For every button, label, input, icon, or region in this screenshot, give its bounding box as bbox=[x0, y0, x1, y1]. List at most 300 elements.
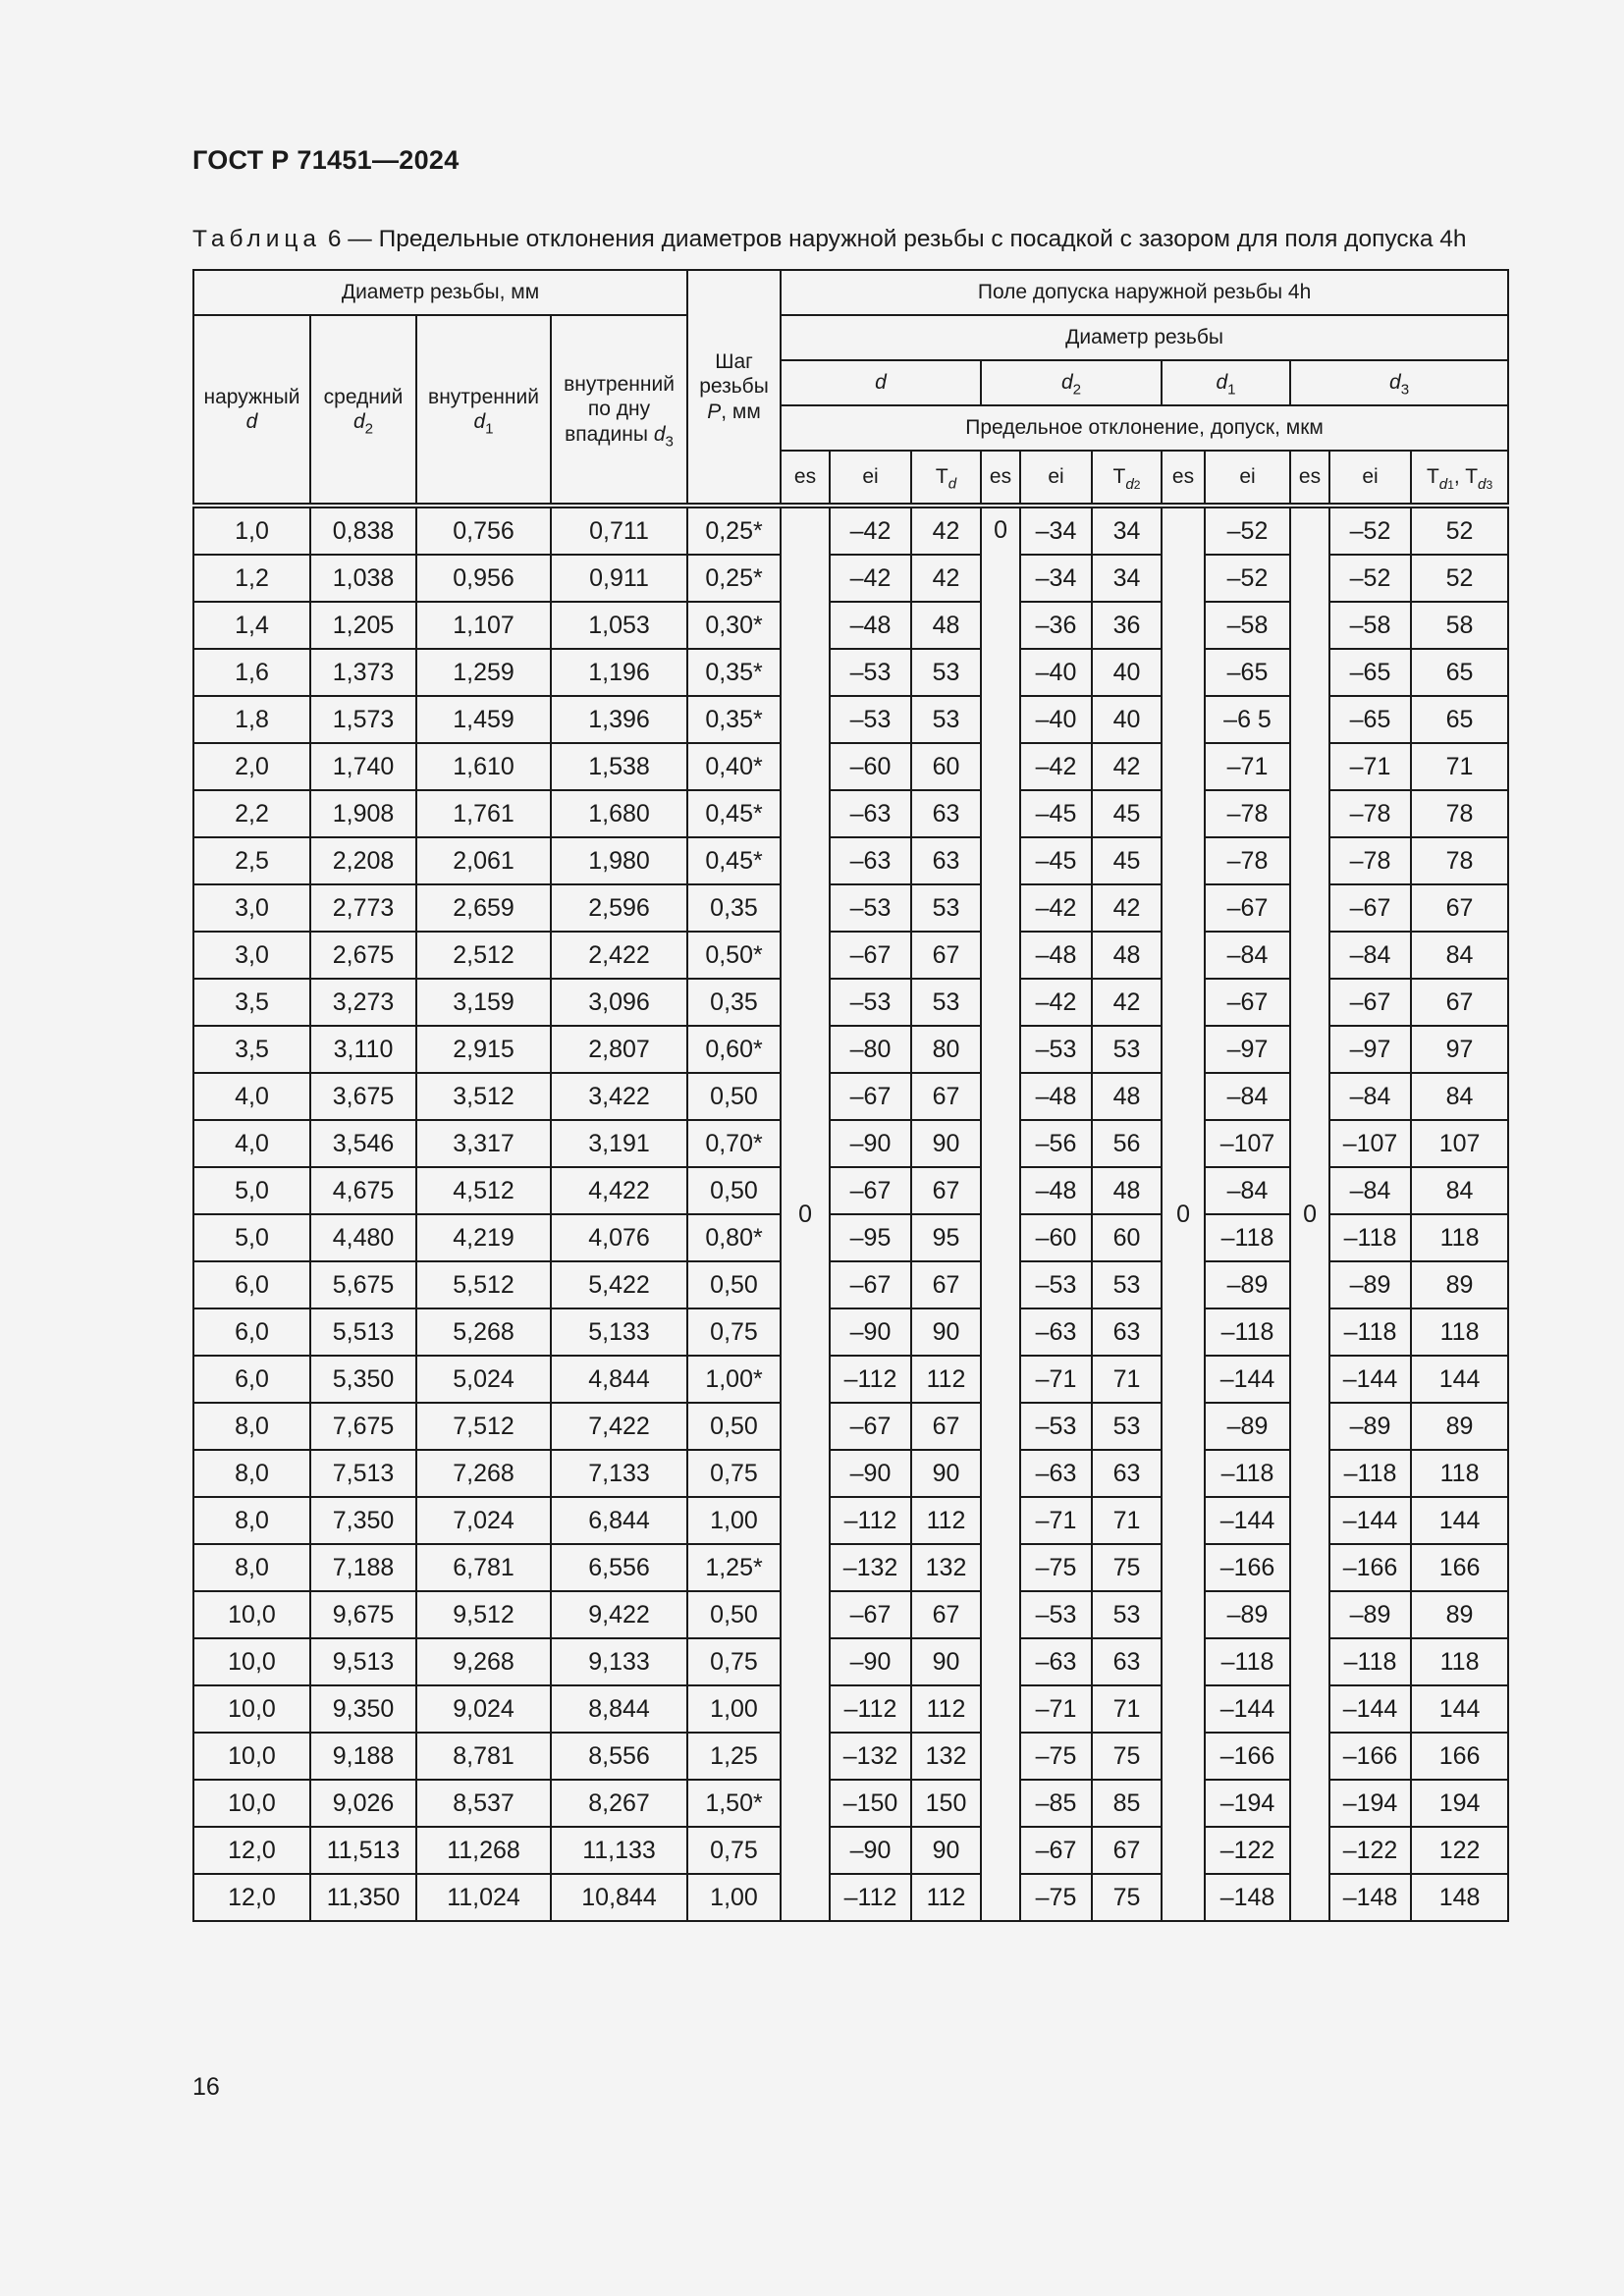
cell-t-d1-d3: 78 bbox=[1411, 790, 1508, 837]
header-group-d2 bbox=[981, 360, 1162, 405]
cell-t-d: 60 bbox=[911, 743, 981, 790]
cell-outer: 3,5 bbox=[193, 979, 310, 1026]
cell-inner: 7,268 bbox=[416, 1450, 551, 1497]
cell-outer: 12,0 bbox=[193, 1827, 310, 1874]
header-deviation: Предельное отклонение, допуск, мкм bbox=[781, 405, 1508, 451]
cell-ei-d2: –67 bbox=[1020, 1827, 1092, 1874]
page-number: 16 bbox=[192, 2073, 220, 2101]
t-sep: , bbox=[1453, 465, 1466, 489]
cell-t-d2: 53 bbox=[1092, 1591, 1162, 1638]
cell-root: 2,422 bbox=[551, 932, 687, 979]
cell-ei-d3: –78 bbox=[1329, 837, 1411, 884]
cell-outer: 1,0 bbox=[193, 506, 310, 555]
cell-ei-d3: –144 bbox=[1329, 1685, 1411, 1733]
cell-t-d2: 75 bbox=[1092, 1544, 1162, 1591]
cell-pitch: 1,00 bbox=[687, 1685, 781, 1733]
cell-ei-d1: –118 bbox=[1205, 1308, 1290, 1356]
cell-middle: 5,350 bbox=[310, 1356, 416, 1403]
cell-t-d2: 48 bbox=[1092, 1073, 1162, 1120]
cell-outer: 3,5 bbox=[193, 1026, 310, 1073]
cell-inner: 7,512 bbox=[416, 1403, 551, 1450]
cell-root: 0,711 bbox=[551, 506, 687, 555]
cell-t-d2: 48 bbox=[1092, 1167, 1162, 1214]
root-sub: 3 bbox=[665, 432, 674, 450]
root-label: внутренний по дну впадины bbox=[564, 373, 675, 446]
cell-inner: 0,756 bbox=[416, 506, 551, 555]
cell-t-d1-d3: 107 bbox=[1411, 1120, 1508, 1167]
header-pitch bbox=[687, 270, 781, 506]
cell-t-d1-d3: 65 bbox=[1411, 696, 1508, 743]
cell-t-d2: 71 bbox=[1092, 1685, 1162, 1733]
cell-pitch: 0,60* bbox=[687, 1026, 781, 1073]
cell-inner: 1,761 bbox=[416, 790, 551, 837]
cell-ei-d2: –71 bbox=[1020, 1497, 1092, 1544]
cell-middle: 9,513 bbox=[310, 1638, 416, 1685]
cell-inner: 1,107 bbox=[416, 602, 551, 649]
cell-ei-d: –112 bbox=[830, 1356, 911, 1403]
cell-t-d1-d3: 118 bbox=[1411, 1638, 1508, 1685]
cell-ei-d: –112 bbox=[830, 1497, 911, 1544]
cell-ei-d1: –148 bbox=[1205, 1874, 1290, 1921]
cell-pitch: 0,75 bbox=[687, 1638, 781, 1685]
cell-ei-d2: –53 bbox=[1020, 1403, 1092, 1450]
cell-inner: 4,512 bbox=[416, 1167, 551, 1214]
cell-t-d: 132 bbox=[911, 1544, 981, 1591]
cell-ei-d1: –67 bbox=[1205, 884, 1290, 932]
cell-ei-d3: –84 bbox=[1329, 932, 1411, 979]
cell-t-d: 48 bbox=[911, 602, 981, 649]
cell-middle: 4,480 bbox=[310, 1214, 416, 1261]
cell-inner: 5,024 bbox=[416, 1356, 551, 1403]
cell-ei-d1: –89 bbox=[1205, 1261, 1290, 1308]
cell-t-d1-d3: 118 bbox=[1411, 1450, 1508, 1497]
cell-middle: 3,110 bbox=[310, 1026, 416, 1073]
cell-ei-d: –80 bbox=[830, 1026, 911, 1073]
cell-root: 10,844 bbox=[551, 1874, 687, 1921]
cell-middle: 1,740 bbox=[310, 743, 416, 790]
cell-ei-d2: –63 bbox=[1020, 1638, 1092, 1685]
cell-pitch: 1,25* bbox=[687, 1544, 781, 1591]
header-t-d bbox=[911, 451, 981, 506]
cell-outer: 12,0 bbox=[193, 1874, 310, 1921]
cell-ei-d3: –166 bbox=[1329, 1733, 1411, 1780]
cell-inner: 11,024 bbox=[416, 1874, 551, 1921]
cell-ei-d2: –63 bbox=[1020, 1450, 1092, 1497]
cell-t-d: 90 bbox=[911, 1450, 981, 1497]
cell-t-d2: 75 bbox=[1092, 1733, 1162, 1780]
cell-t-d: 112 bbox=[911, 1685, 981, 1733]
cell-pitch: 0,50 bbox=[687, 1261, 781, 1308]
cell-t-d: 67 bbox=[911, 932, 981, 979]
cell-t-d1-d3: 84 bbox=[1411, 1073, 1508, 1120]
header-t-d1-d3 bbox=[1411, 451, 1508, 506]
cell-ei-d2: –71 bbox=[1020, 1685, 1092, 1733]
cell-inner: 8,537 bbox=[416, 1780, 551, 1827]
cell-pitch: 1,00* bbox=[687, 1356, 781, 1403]
cell-inner: 5,268 bbox=[416, 1308, 551, 1356]
cell-inner: 3,512 bbox=[416, 1073, 551, 1120]
cell-inner: 0,956 bbox=[416, 555, 551, 602]
cell-t-d2: 53 bbox=[1092, 1261, 1162, 1308]
cell-outer: 8,0 bbox=[193, 1450, 310, 1497]
cell-ei-d2: –48 bbox=[1020, 1073, 1092, 1120]
caption-prefix: Таблица bbox=[192, 226, 322, 252]
cell-t-d1-d3: 144 bbox=[1411, 1356, 1508, 1403]
group-d-symbol: d bbox=[875, 371, 887, 395]
cell-pitch: 0,50 bbox=[687, 1167, 781, 1214]
cell-outer: 10,0 bbox=[193, 1733, 310, 1780]
cell-inner: 2,659 bbox=[416, 884, 551, 932]
cell-t-d: 63 bbox=[911, 837, 981, 884]
cell-t-d1-d3: 194 bbox=[1411, 1780, 1508, 1827]
cell-ei-d: –90 bbox=[830, 1638, 911, 1685]
cell-root: 1,538 bbox=[551, 743, 687, 790]
cell-pitch: 0,40* bbox=[687, 743, 781, 790]
cell-ei-d: –132 bbox=[830, 1544, 911, 1591]
cell-ei-d: –42 bbox=[830, 555, 911, 602]
caption-text: 6 — Предельные отклонения диаметров наружной резьбы с посадкой с зазором для поля допуска 4h bbox=[321, 226, 1467, 252]
cell-ei-d2: –48 bbox=[1020, 1167, 1092, 1214]
cell-ei-d: –60 bbox=[830, 743, 911, 790]
cell-t-d: 112 bbox=[911, 1356, 981, 1403]
cell-middle: 9,350 bbox=[310, 1685, 416, 1733]
table-body bbox=[193, 506, 1508, 1921]
header-group-d bbox=[781, 360, 981, 405]
cell-t-d1-d3: 166 bbox=[1411, 1544, 1508, 1591]
header-t-d2 bbox=[1092, 451, 1162, 506]
cell-middle: 2,773 bbox=[310, 884, 416, 932]
cell-pitch: 1,50* bbox=[687, 1780, 781, 1827]
t-d1-subn: 1 bbox=[1447, 477, 1454, 492]
cell-outer: 10,0 bbox=[193, 1591, 310, 1638]
cell-t-d1-d3: 78 bbox=[1411, 837, 1508, 884]
cell-ei-d1: –89 bbox=[1205, 1403, 1290, 1450]
t-d2-letter: T bbox=[1112, 465, 1126, 489]
cell-middle: 4,675 bbox=[310, 1167, 416, 1214]
cell-middle: 2,675 bbox=[310, 932, 416, 979]
cell-t-d1-d3: 89 bbox=[1411, 1261, 1508, 1308]
cell-t-d: 132 bbox=[911, 1733, 981, 1780]
cell-root: 7,133 bbox=[551, 1450, 687, 1497]
cell-middle: 3,546 bbox=[310, 1120, 416, 1167]
outer-symbol: d bbox=[245, 410, 258, 433]
cell-middle: 1,038 bbox=[310, 555, 416, 602]
cell-t-d: 112 bbox=[911, 1497, 981, 1544]
cell-ei-d3: –67 bbox=[1329, 884, 1411, 932]
cell-pitch: 0,35* bbox=[687, 696, 781, 743]
cell-ei-d1: –144 bbox=[1205, 1356, 1290, 1403]
cell-inner: 11,268 bbox=[416, 1827, 551, 1874]
cell-inner: 8,781 bbox=[416, 1733, 551, 1780]
cell-outer: 5,0 bbox=[193, 1214, 310, 1261]
cell-ei-d2: –42 bbox=[1020, 884, 1092, 932]
cell-t-d1-d3: 118 bbox=[1411, 1308, 1508, 1356]
cell-ei-d1: –6 5 bbox=[1205, 696, 1290, 743]
cell-ei-d3: –118 bbox=[1329, 1638, 1411, 1685]
cell-pitch: 0,45* bbox=[687, 837, 781, 884]
cell-t-d2: 63 bbox=[1092, 1450, 1162, 1497]
cell-middle: 1,205 bbox=[310, 602, 416, 649]
cell-t-d: 67 bbox=[911, 1167, 981, 1214]
cell-ei-d1: –107 bbox=[1205, 1120, 1290, 1167]
cell-t-d1-d3: 52 bbox=[1411, 506, 1508, 555]
cell-t-d: 63 bbox=[911, 790, 981, 837]
group-d2-sub: 2 bbox=[1072, 381, 1082, 399]
cell-outer: 6,0 bbox=[193, 1261, 310, 1308]
cell-ei-d2: –40 bbox=[1020, 696, 1092, 743]
cell-ei-d: –90 bbox=[830, 1450, 911, 1497]
cell-t-d: 67 bbox=[911, 1073, 981, 1120]
cell-outer: 10,0 bbox=[193, 1638, 310, 1685]
cell-ei-d2: –56 bbox=[1020, 1120, 1092, 1167]
cell-ei-d: –53 bbox=[830, 696, 911, 743]
cell-inner: 3,317 bbox=[416, 1120, 551, 1167]
cell-ei-d2: –53 bbox=[1020, 1261, 1092, 1308]
table-row bbox=[193, 506, 1508, 555]
t-d2-sub: d bbox=[1125, 475, 1134, 493]
cell-ei-d: –53 bbox=[830, 649, 911, 696]
cell-es-d: 0 bbox=[781, 506, 830, 1921]
cell-t-d2: 42 bbox=[1092, 884, 1162, 932]
cell-outer: 4,0 bbox=[193, 1120, 310, 1167]
cell-outer: 10,0 bbox=[193, 1780, 310, 1827]
cell-ei-d3: –89 bbox=[1329, 1591, 1411, 1638]
cell-t-d: 67 bbox=[911, 1403, 981, 1450]
t-d-sub: d bbox=[947, 475, 957, 493]
cell-t-d1-d3: 144 bbox=[1411, 1685, 1508, 1733]
cell-ei-d: –90 bbox=[830, 1308, 911, 1356]
group-d1-symbol: d bbox=[1216, 371, 1228, 395]
cell-outer: 8,0 bbox=[193, 1403, 310, 1450]
cell-middle: 7,675 bbox=[310, 1403, 416, 1450]
cell-ei-d: –132 bbox=[830, 1733, 911, 1780]
cell-t-d2: 42 bbox=[1092, 743, 1162, 790]
group-d3-sub: 3 bbox=[1400, 381, 1410, 399]
t-d3-sub: d bbox=[1478, 475, 1487, 493]
cell-ei-d1: –97 bbox=[1205, 1026, 1290, 1073]
cell-ei-d: –150 bbox=[830, 1780, 911, 1827]
cell-outer: 8,0 bbox=[193, 1544, 310, 1591]
cell-ei-d: –53 bbox=[830, 979, 911, 1026]
cell-ei-d3: –118 bbox=[1329, 1214, 1411, 1261]
cell-t-d1-d3: 89 bbox=[1411, 1591, 1508, 1638]
cell-t-d1-d3: 166 bbox=[1411, 1733, 1508, 1780]
t-d3-letter: T bbox=[1465, 465, 1479, 489]
cell-ei-d: –67 bbox=[830, 1403, 911, 1450]
cell-ei-d3: –144 bbox=[1329, 1356, 1411, 1403]
cell-t-d1-d3: 144 bbox=[1411, 1497, 1508, 1544]
cell-pitch: 0,50 bbox=[687, 1591, 781, 1638]
cell-t-d: 53 bbox=[911, 979, 981, 1026]
cell-root: 1,980 bbox=[551, 837, 687, 884]
cell-pitch: 0,35 bbox=[687, 979, 781, 1026]
header-outer bbox=[193, 315, 310, 506]
cell-inner: 1,259 bbox=[416, 649, 551, 696]
cell-outer: 1,4 bbox=[193, 602, 310, 649]
cell-t-d2: 40 bbox=[1092, 696, 1162, 743]
cell-ei-d1: –78 bbox=[1205, 837, 1290, 884]
cell-ei-d1: –84 bbox=[1205, 1167, 1290, 1214]
cell-ei-d3: –107 bbox=[1329, 1120, 1411, 1167]
cell-ei-d: –63 bbox=[830, 790, 911, 837]
cell-t-d2: 53 bbox=[1092, 1403, 1162, 1450]
t-d2-subsub: 2 bbox=[1133, 477, 1141, 492]
cell-t-d1-d3: 84 bbox=[1411, 1167, 1508, 1214]
header-ei-d: ei bbox=[830, 451, 911, 506]
cell-ei-d3: –97 bbox=[1329, 1026, 1411, 1073]
cell-root: 7,422 bbox=[551, 1403, 687, 1450]
cell-pitch: 0,75 bbox=[687, 1450, 781, 1497]
group-d1-sub: 1 bbox=[1227, 381, 1236, 399]
cell-es-d2: 0 bbox=[981, 506, 1020, 1921]
cell-pitch: 0,25* bbox=[687, 506, 781, 555]
inner-symbol: d bbox=[473, 410, 486, 433]
table-header bbox=[193, 270, 1508, 506]
cell-ei-d2: –36 bbox=[1020, 602, 1092, 649]
cell-ei-d2: –45 bbox=[1020, 837, 1092, 884]
cell-root: 3,422 bbox=[551, 1073, 687, 1120]
cell-ei-d3: –118 bbox=[1329, 1308, 1411, 1356]
cell-root: 8,267 bbox=[551, 1780, 687, 1827]
cell-inner: 6,781 bbox=[416, 1544, 551, 1591]
t-d-letter: T bbox=[935, 465, 948, 489]
cell-root: 3,096 bbox=[551, 979, 687, 1026]
cell-t-d1-d3: 97 bbox=[1411, 1026, 1508, 1073]
inner-label: внутренний bbox=[428, 385, 539, 408]
cell-ei-d3: –52 bbox=[1329, 555, 1411, 602]
inner-sub: 1 bbox=[485, 420, 494, 438]
cell-t-d2: 71 bbox=[1092, 1356, 1162, 1403]
cell-pitch: 0,70* bbox=[687, 1120, 781, 1167]
cell-ei-d2: –34 bbox=[1020, 555, 1092, 602]
header-tolerance-field: Поле допуска наружной резьбы 4h bbox=[781, 270, 1508, 315]
cell-root: 6,556 bbox=[551, 1544, 687, 1591]
cell-inner: 1,459 bbox=[416, 696, 551, 743]
cell-ei-d: –63 bbox=[830, 837, 911, 884]
cell-inner: 2,061 bbox=[416, 837, 551, 884]
cell-ei-d3: –52 bbox=[1329, 506, 1411, 555]
cell-t-d: 67 bbox=[911, 1591, 981, 1638]
cell-outer: 2,0 bbox=[193, 743, 310, 790]
cell-root: 9,133 bbox=[551, 1638, 687, 1685]
cell-t-d2: 71 bbox=[1092, 1497, 1162, 1544]
cell-t-d1-d3: 71 bbox=[1411, 743, 1508, 790]
group-d3-symbol: d bbox=[1389, 371, 1401, 395]
cell-t-d2: 34 bbox=[1092, 555, 1162, 602]
cell-outer: 8,0 bbox=[193, 1497, 310, 1544]
header-group-d1 bbox=[1162, 360, 1290, 405]
cell-outer: 3,0 bbox=[193, 884, 310, 932]
cell-pitch: 1,25 bbox=[687, 1733, 781, 1780]
cell-t-d: 53 bbox=[911, 649, 981, 696]
cell-ei-d: –67 bbox=[830, 1073, 911, 1120]
cell-middle: 3,675 bbox=[310, 1073, 416, 1120]
cell-ei-d3: –78 bbox=[1329, 790, 1411, 837]
cell-ei-d: –67 bbox=[830, 932, 911, 979]
cell-middle: 3,273 bbox=[310, 979, 416, 1026]
cell-t-d: 42 bbox=[911, 506, 981, 555]
cell-pitch: 0,75 bbox=[687, 1308, 781, 1356]
cell-root: 4,422 bbox=[551, 1167, 687, 1214]
cell-ei-d: –95 bbox=[830, 1214, 911, 1261]
cell-t-d2: 40 bbox=[1092, 649, 1162, 696]
cell-middle: 0,838 bbox=[310, 506, 416, 555]
cell-inner: 2,915 bbox=[416, 1026, 551, 1073]
cell-middle: 1,573 bbox=[310, 696, 416, 743]
cell-root: 1,396 bbox=[551, 696, 687, 743]
header-es-d1: es bbox=[1162, 451, 1205, 506]
cell-ei-d3: –84 bbox=[1329, 1167, 1411, 1214]
cell-ei-d1: –84 bbox=[1205, 932, 1290, 979]
cell-pitch: 1,00 bbox=[687, 1874, 781, 1921]
cell-t-d2: 36 bbox=[1092, 602, 1162, 649]
cell-t-d2: 60 bbox=[1092, 1214, 1162, 1261]
cell-t-d1-d3: 148 bbox=[1411, 1874, 1508, 1921]
cell-middle: 1,908 bbox=[310, 790, 416, 837]
t-d3-subn: 3 bbox=[1486, 477, 1493, 492]
cell-t-d2: 75 bbox=[1092, 1874, 1162, 1921]
cell-outer: 1,8 bbox=[193, 696, 310, 743]
cell-root: 1,680 bbox=[551, 790, 687, 837]
cell-t-d1-d3: 122 bbox=[1411, 1827, 1508, 1874]
cell-pitch: 0,50 bbox=[687, 1403, 781, 1450]
cell-ei-d3: –58 bbox=[1329, 602, 1411, 649]
cell-inner: 9,512 bbox=[416, 1591, 551, 1638]
cell-ei-d1: –144 bbox=[1205, 1685, 1290, 1733]
t-d1-letter: T bbox=[1426, 465, 1439, 489]
cell-pitch: 0,50 bbox=[687, 1073, 781, 1120]
cell-t-d1-d3: 65 bbox=[1411, 649, 1508, 696]
cell-t-d1-d3: 67 bbox=[1411, 884, 1508, 932]
cell-inner: 7,024 bbox=[416, 1497, 551, 1544]
cell-es-d3: 0 bbox=[1290, 506, 1329, 1921]
cell-root: 3,191 bbox=[551, 1120, 687, 1167]
cell-ei-d: –112 bbox=[830, 1685, 911, 1733]
cell-ei-d3: –89 bbox=[1329, 1261, 1411, 1308]
cell-t-d: 90 bbox=[911, 1120, 981, 1167]
cell-outer: 4,0 bbox=[193, 1073, 310, 1120]
cell-ei-d1: –144 bbox=[1205, 1497, 1290, 1544]
header-thread-diameter: Диаметр резьбы bbox=[781, 315, 1508, 360]
cell-t-d: 90 bbox=[911, 1308, 981, 1356]
cell-t-d2: 67 bbox=[1092, 1827, 1162, 1874]
cell-outer: 1,6 bbox=[193, 649, 310, 696]
cell-ei-d: –53 bbox=[830, 884, 911, 932]
cell-t-d1-d3: 118 bbox=[1411, 1214, 1508, 1261]
cell-ei-d1: –58 bbox=[1205, 602, 1290, 649]
cell-pitch: 0,45* bbox=[687, 790, 781, 837]
cell-t-d: 90 bbox=[911, 1638, 981, 1685]
cell-t-d: 150 bbox=[911, 1780, 981, 1827]
cell-outer: 1,2 bbox=[193, 555, 310, 602]
cell-ei-d1: –118 bbox=[1205, 1214, 1290, 1261]
cell-ei-d1: –78 bbox=[1205, 790, 1290, 837]
cell-pitch: 0,35 bbox=[687, 884, 781, 932]
cell-t-d2: 45 bbox=[1092, 790, 1162, 837]
cell-ei-d2: –75 bbox=[1020, 1544, 1092, 1591]
cell-pitch: 1,00 bbox=[687, 1497, 781, 1544]
cell-ei-d3: –89 bbox=[1329, 1403, 1411, 1450]
cell-root: 8,556 bbox=[551, 1733, 687, 1780]
cell-inner: 4,219 bbox=[416, 1214, 551, 1261]
header-group-d3 bbox=[1290, 360, 1508, 405]
cell-ei-d: –48 bbox=[830, 602, 911, 649]
cell-ei-d1: –71 bbox=[1205, 743, 1290, 790]
cell-t-d: 53 bbox=[911, 884, 981, 932]
cell-ei-d3: –148 bbox=[1329, 1874, 1411, 1921]
cell-ei-d2: –71 bbox=[1020, 1356, 1092, 1403]
cell-ei-d: –67 bbox=[830, 1167, 911, 1214]
